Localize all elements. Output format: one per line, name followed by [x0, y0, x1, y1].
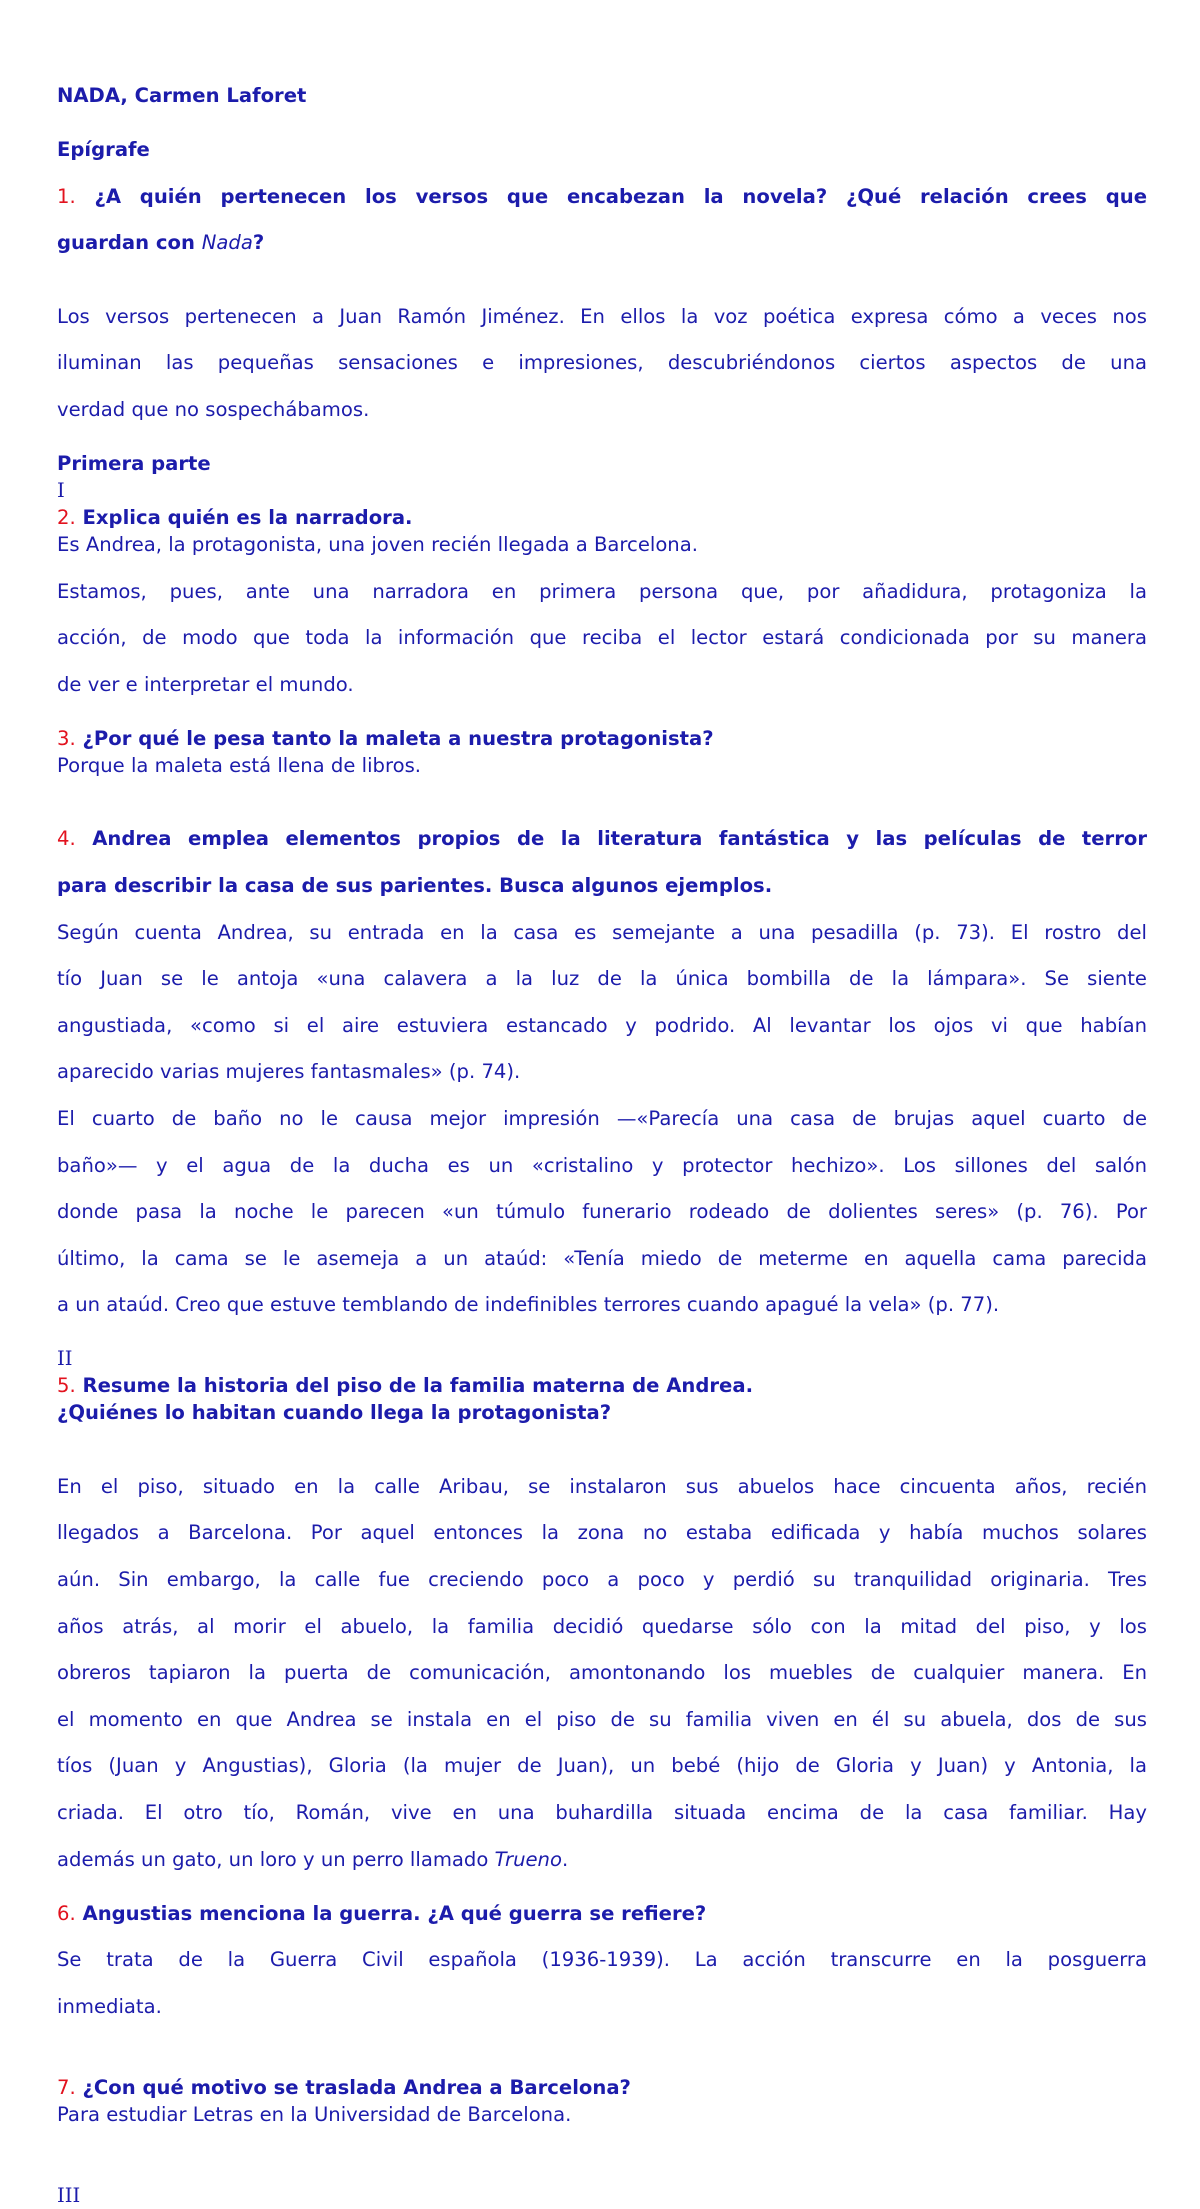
answer-4-line: último, la cama se le asemeja a un ataúd: «Tenía miedo de meterme en aquella cama parecida: [57, 1246, 1147, 1270]
answer-5-line: el momento en que Andrea se instala en el piso de su familia viven en él su abuela, dos de sus: [57, 1707, 1147, 1731]
answer-5-line: llegados a Barcelona. Por aquel entonces la zona no estaba edificada y había muchos solares: [57, 1521, 1147, 1545]
question-2: [57, 504, 1147, 531]
answer-text: además un gato, un loro y un perro llamado: [57, 1847, 495, 1871]
answer-text: .: [561, 1847, 569, 1871]
question-number: 3.: [57, 726, 76, 750]
answer-5-line: criada. El otro tío, Román, vive en una buhardilla situada encima de la casa familiar. Hay: [57, 1801, 1147, 1825]
section-heading-primera-parte: Primera parte: [57, 451, 211, 475]
answer-1-line: iluminan las pequeñas sensaciones e impresiones, descubriéndonos ciertos aspectos de una: [57, 351, 1147, 375]
question-text: ¿A quién pertenecen los versos que encabezan la novela? ¿Qué relación crees que: [94, 184, 1147, 208]
question-number: 5.: [57, 1374, 76, 1398]
question-6: [57, 1900, 1147, 1927]
question-4-line-2: para describir la casa de sus parientes. Busca algunos ejemplos.: [57, 873, 773, 897]
question-number: 6.: [57, 1901, 76, 1925]
answer-4-line: El cuarto de baño no le causa mejor impresión —«Parecía una casa de brujas aquel cuarto de: [57, 1106, 1147, 1130]
novel-title: Nada: [201, 231, 253, 255]
question-5-line-1: [57, 1372, 1147, 1399]
question-5-line-2: ¿Quiénes lo habitan cuando llega la protagonista?: [57, 1401, 612, 1425]
question-3: [57, 725, 1147, 752]
answer-4-line: Según cuenta Andrea, su entrada en la casa es semejante a una pesadilla (p. 73). El rostro del: [57, 920, 1147, 944]
question-text: Explica quién es la narradora.: [82, 505, 413, 529]
answer-4-line: a un ataúd. Creo que estuve temblando de indefinibles terrores cuando apagué la vela» (p. 77).: [57, 1293, 1000, 1317]
answer-4-line: baño»— y el agua de la ducha es un «cristalino y protector hechizo». Los sillones del salón: [57, 1153, 1147, 1177]
answer-1-line: verdad que no sospechábamos.: [57, 397, 370, 421]
question-text: ?: [252, 231, 265, 255]
answer-5-line: En el piso, situado en la calle Aribau, se instalaron sus abuelos hace cincuenta años, recién: [57, 1474, 1147, 1498]
answer-5-line: obreros tapiaron la puerta de comunicación, amontonando los muebles de cualquier manera. En: [57, 1661, 1147, 1685]
answer-2-line: de ver e interpretar el mundo.: [57, 672, 354, 696]
question-number: 4.: [57, 827, 76, 851]
answer-4-line: angustiada, «como si el aire estuviera estancado y podrido. Al levantar los ojos vi que habían: [57, 1013, 1147, 1037]
question-number: 7.: [57, 2075, 76, 2099]
question-text: Andrea emplea elementos propios de la literatura fantástica y las películas de terror: [92, 827, 1147, 851]
answer-5-line: años atrás, al morir el abuelo, la familia decidió quedarse sólo con la mitad del piso, y los: [57, 1614, 1147, 1638]
answer-5-line: aún. Sin embargo, la calle fue creciendo poco a poco y perdió su tranquilidad originaria. Tres: [57, 1568, 1147, 1592]
answer-4-line: tío Juan se le antoja «una calavera a la luz de la única bombilla de la lámpara». Se siente: [57, 967, 1147, 991]
question-4-line-1: [57, 825, 1147, 852]
question-1-line-1: [57, 183, 1147, 210]
answer-5-line: tíos (Juan y Angustias), Gloria (la mujer de Juan), un bebé (hijo de Gloria y Juan) y Antonia, la: [57, 1754, 1147, 1778]
chapter-number: II: [57, 1347, 73, 1371]
question-1-line-2: [57, 229, 1147, 256]
question-text: ¿Por qué le pesa tanto la maleta a nuestra protagonista?: [82, 726, 714, 750]
answer-2-line: Es Andrea, la protagonista, una joven recién llegada a Barcelona.: [57, 532, 698, 556]
answer-6-line: inmediata.: [57, 1994, 162, 2018]
document-page: [57, 82, 1147, 2209]
answer-6-line: Se trata de la Guerra Civil española (1936-1939). La acción transcurre en la posguerra: [57, 1948, 1147, 1972]
question-7: [57, 2074, 1147, 2101]
answer-1-line: Los versos pertenecen a Juan Ramón Jiménez. En ellos la voz poética expresa cómo a veces nos: [57, 304, 1147, 328]
question-text: Resume la historia del piso de la familia materna de Andrea.: [82, 1374, 754, 1398]
answer-3-line: Porque la maleta está llena de libros.: [57, 753, 422, 777]
document-title: NADA, Carmen Laforet: [57, 84, 307, 107]
answer-4-line: donde pasa la noche le parecen «un túmulo funerario rodeado de dolientes seres» (p. 76). Por: [57, 1200, 1147, 1224]
question-number: 1.: [57, 184, 76, 208]
chapter-number: I: [57, 478, 65, 502]
section-heading-epigrafe: Epígrafe: [57, 138, 150, 161]
answer-7-line: Para estudiar Letras en la Universidad de Barcelona.: [57, 2102, 572, 2126]
question-text: ¿Con qué motivo se traslada Andrea a Barcelona?: [82, 2075, 631, 2099]
chapter-number: III: [57, 2183, 81, 2207]
answer-2-line: Estamos, pues, ante una narradora en primera persona que, por añadidura, protagoniza la: [57, 579, 1147, 603]
answer-4-line: aparecido varias mujeres fantasmales» (p. 74).: [57, 1060, 521, 1084]
question-text: Angustias menciona la guerra. ¿A qué guerra se refiere?: [82, 1901, 707, 1925]
dog-name: Trueno: [494, 1847, 562, 1871]
question-number: 2.: [57, 505, 76, 529]
answer-2-line: acción, de modo que toda la información que reciba el lector estará condicionada por su manera: [57, 626, 1147, 650]
answer-5-last-line: [57, 1846, 1147, 1873]
question-text: guardan con: [57, 231, 202, 255]
